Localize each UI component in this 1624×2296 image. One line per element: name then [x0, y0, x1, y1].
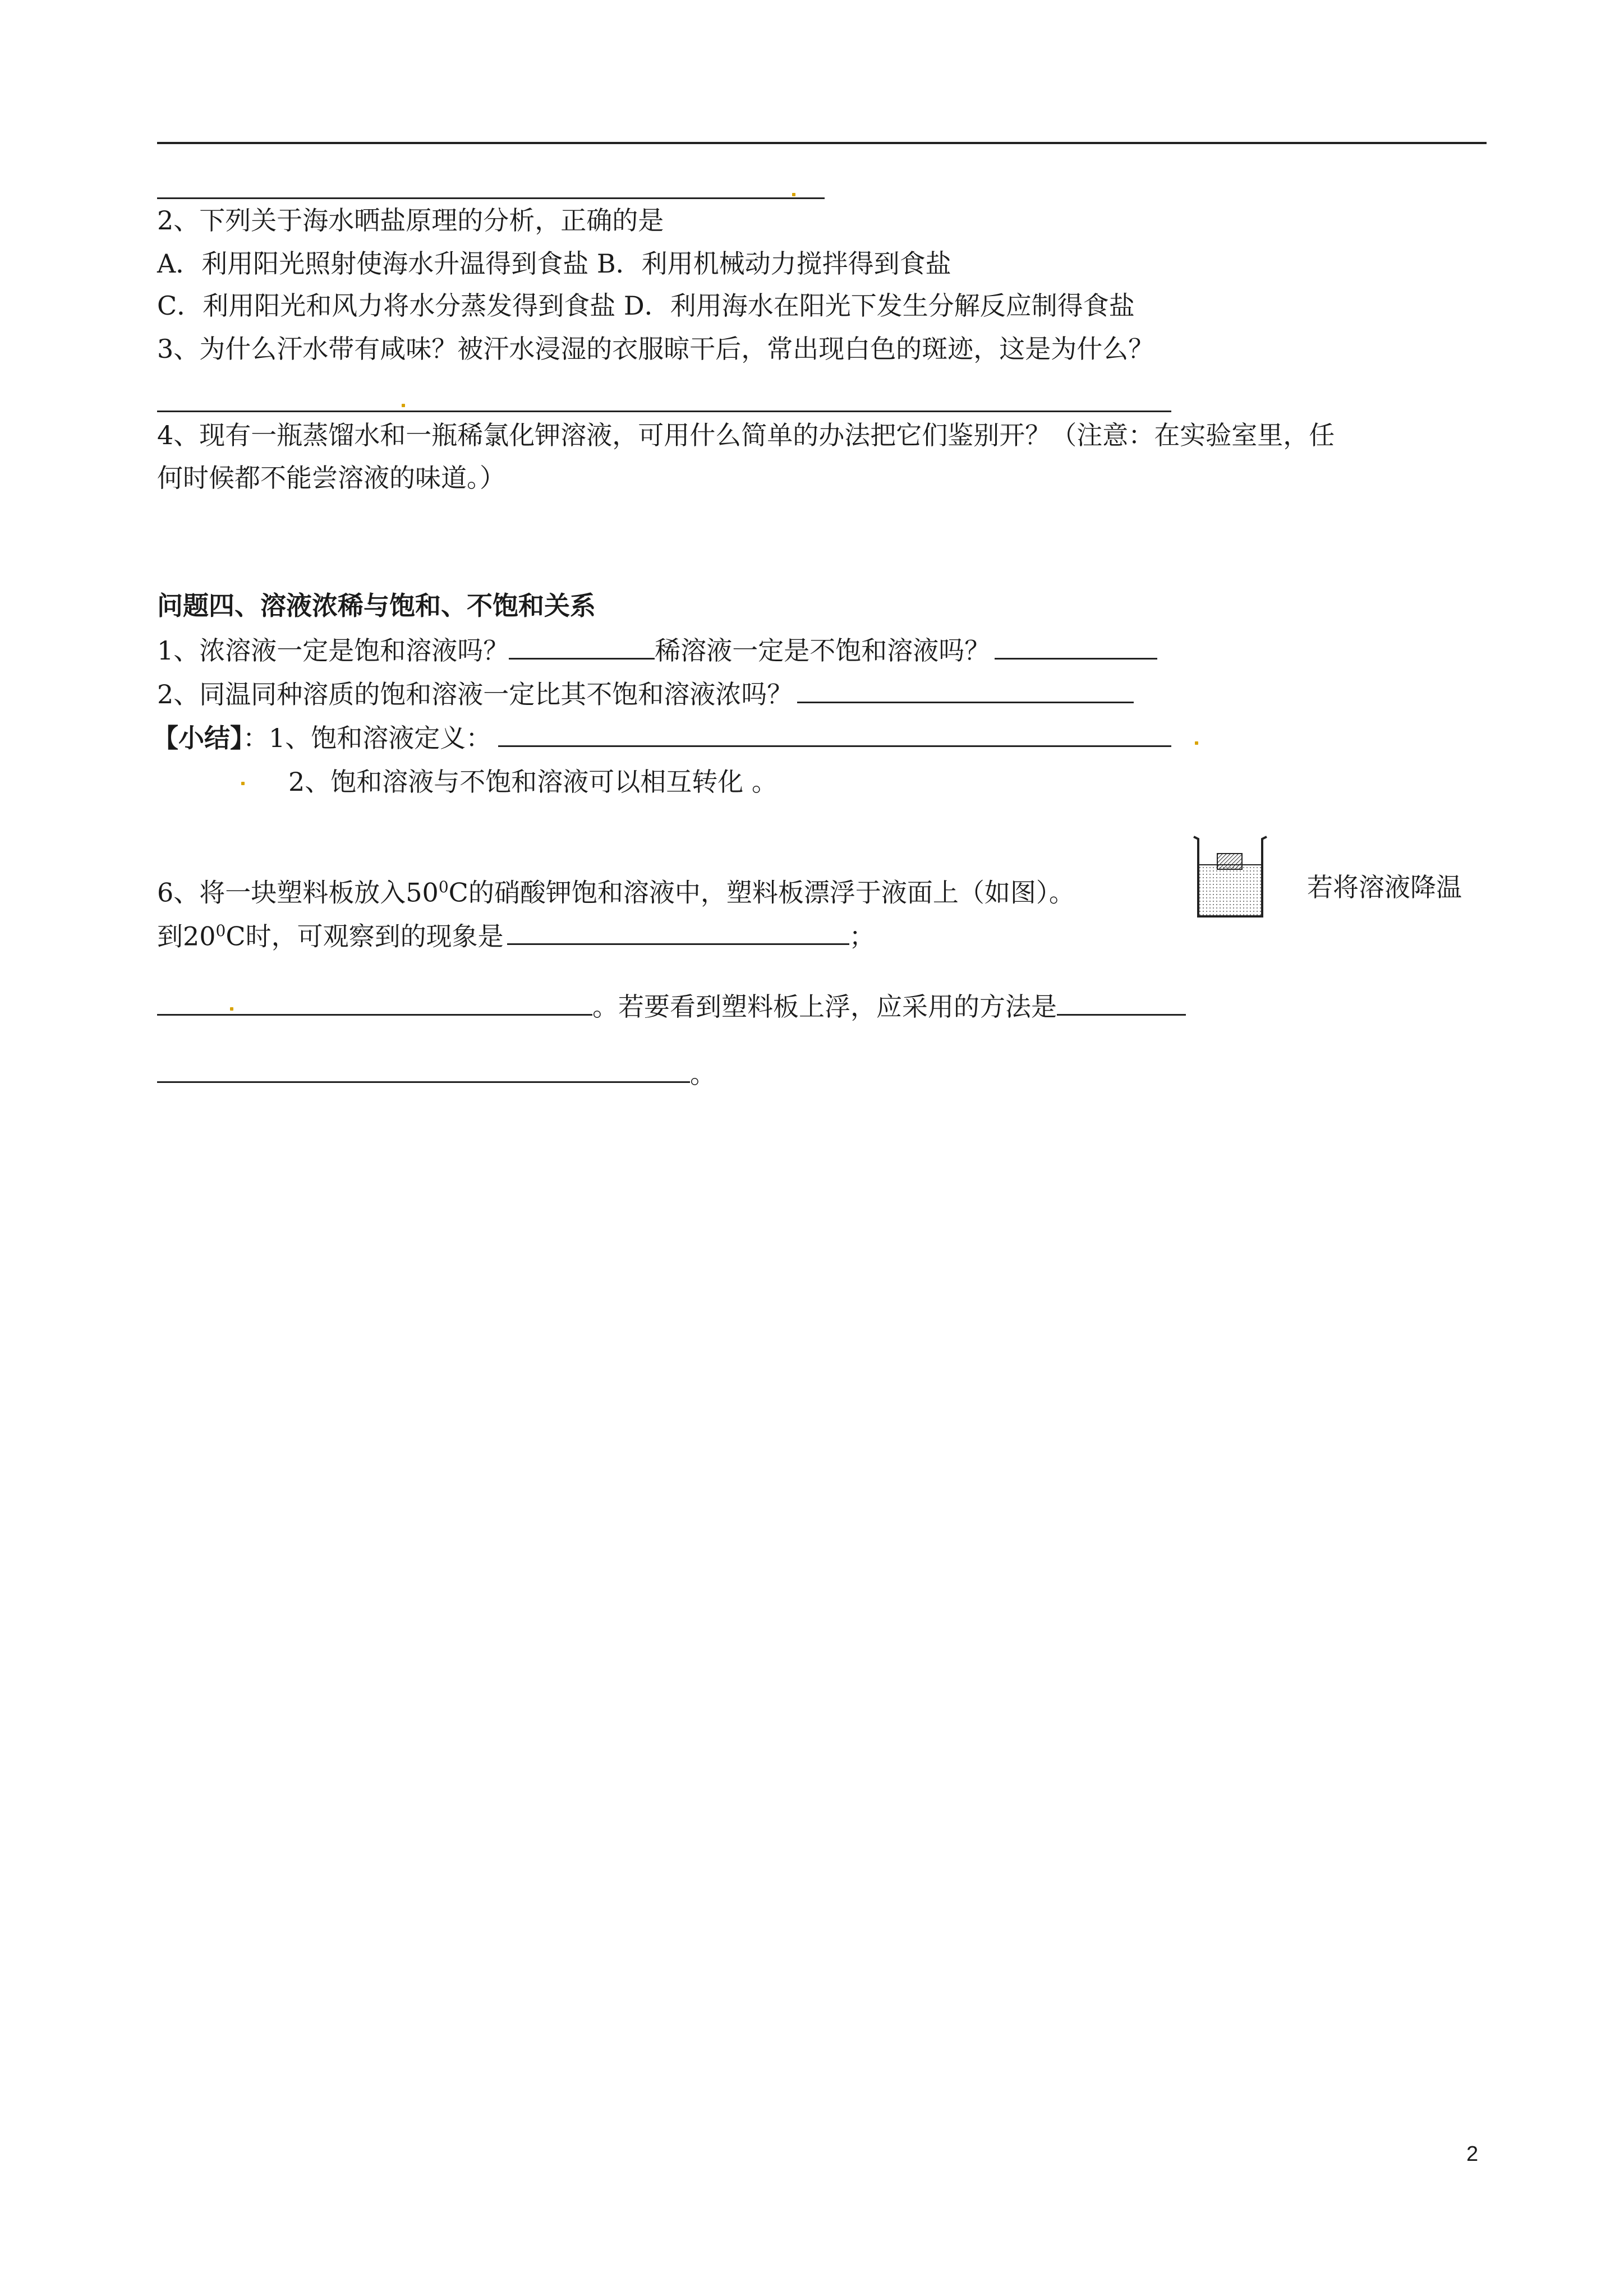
summary-line1 [153, 721, 1171, 755]
marker-dot [1195, 741, 1198, 745]
q2-options-cd: C．利用阳光和风力将水分蒸发得到食盐 D．利用海水在阳光下发生分解反应制得食盐 [157, 291, 1135, 321]
summary-item-1: ：1、饱和溶液定义： [243, 723, 492, 753]
q6-text-c: 若将溶液降温 [1307, 872, 1462, 902]
q2-text: 2、下列关于海水晒盐原理的分析，正确的是 [157, 205, 664, 236]
q6-text-f: ； [849, 921, 875, 952]
q2-options-ab: A．利用阳光照射使海水升温得到食盐 B．利用机械动力搅拌得到食盐 [157, 248, 951, 279]
marker-dot [402, 404, 405, 407]
q6-superscript-a: 0 [438, 878, 449, 896]
q6-text-b: C的硝酸钾饱和溶液中，塑料板漂浮于液面上（如图）。 [448, 877, 1075, 908]
q6-line1 [157, 870, 1075, 909]
marker-dot [241, 782, 245, 785]
q6-superscript-b: 0 [215, 921, 226, 940]
p1-question-b: 稀溶液一定是不饱和溶液吗？ [655, 635, 991, 666]
answer-blank-q3[interactable] [157, 411, 1171, 412]
q4-text-line2: 何时候都不能尝溶液的味道。） [157, 463, 505, 493]
q6-line4 [157, 1057, 716, 1091]
marker-dot [230, 1007, 233, 1011]
answer-blank-q6-cont[interactable] [157, 992, 592, 1016]
q6-text-d: 到20 [157, 921, 216, 952]
q6-line2 [157, 914, 875, 953]
summary-item-2: 2、饱和溶液与不饱和溶液可以相互转化 。 [288, 767, 778, 797]
page-number: 2 [1466, 2142, 1479, 2166]
answer-blank-q6-phenomenon[interactable] [507, 921, 849, 945]
p2-line [157, 677, 1134, 711]
q4-text-line1: 4、现有一瓶蒸馏水和一瓶稀氯化钾溶液，可用什么简单的办法把它们鉴别开？（注意：在实验室里，任 [157, 420, 1335, 450]
answer-blank-p1b[interactable] [995, 635, 1157, 660]
q6-text-e: C时，可观察到的现象是 [226, 921, 504, 952]
p1-line [157, 634, 1157, 667]
q3-text: 3、为什么汗水带有咸味？被汗水浸湿的衣服晾干后，常出现白色的斑迹，这是为什么？ [157, 334, 1154, 364]
q6-text-a: 6、将一块塑料板放入50 [157, 877, 439, 908]
q6-line3 [157, 990, 1186, 1023]
section-heading: 问题四、溶液浓稀与饱和、不饱和关系 [157, 591, 596, 621]
answer-blank-q6-method-cont[interactable] [157, 1059, 690, 1083]
answer-blank-summary[interactable] [498, 723, 1171, 747]
p2-question: 2、同温同种溶质的饱和溶液一定比其不饱和溶液浓吗？ [157, 679, 793, 709]
answer-blank-p1a[interactable] [509, 635, 655, 660]
summary-label: 【小结】 [153, 723, 243, 753]
answer-blank-p2[interactable] [797, 679, 1134, 703]
q6-text-g: 。若要看到塑料板上浮，应采用的方法是 [592, 992, 1057, 1022]
answer-blank-prev[interactable] [157, 197, 825, 199]
q6-text-h: 。 [690, 1059, 716, 1089]
answer-blank-q6-method[interactable] [1057, 992, 1186, 1016]
marker-dot [792, 193, 795, 196]
beaker-with-floating-plate-icon [1188, 832, 1272, 922]
header-rule [157, 142, 1487, 144]
p1-question-a: 1、浓溶液一定是饱和溶液吗？ [157, 635, 509, 666]
